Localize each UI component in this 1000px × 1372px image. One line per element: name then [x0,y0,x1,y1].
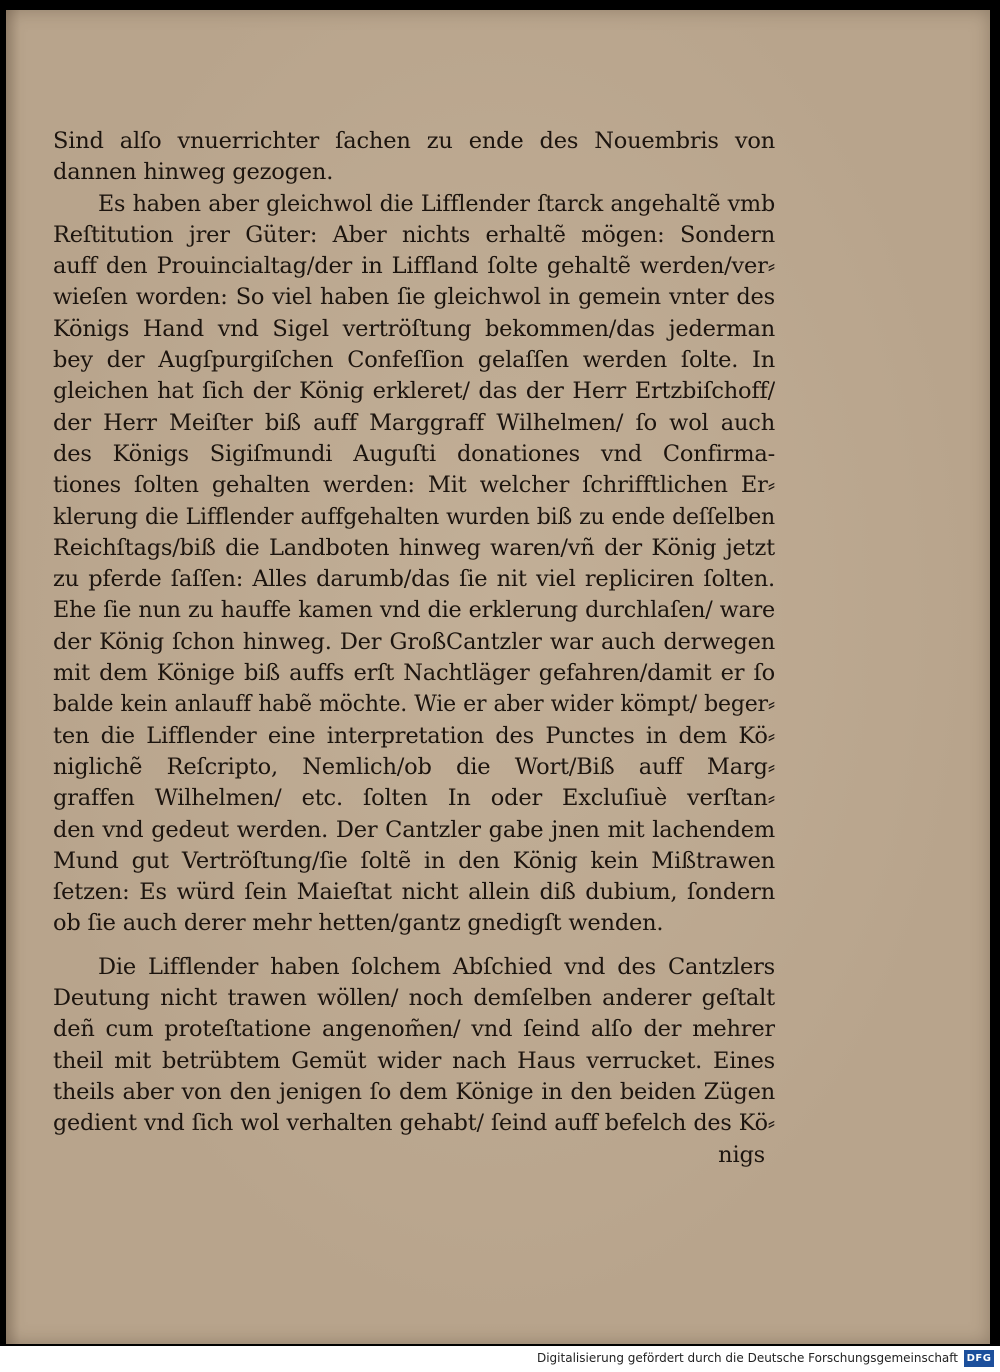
text-line: Sind alſo vnuerrichter ſachen zu ende des Nouembris von [53,128,775,154]
text-line: balde kein anlauff habẽ möchte. Wie er aber wider kömpt/ beger⸗ [53,692,775,718]
digitization-credit: Digitalisierung gefördert durch die Deutsche Forschungsgemeinschaft [536,1351,958,1365]
text-line: tiones ſolten gehalten werden: Mit welcher ſchrifftlichen Er⸗ [53,472,775,499]
footer-bar [0,1346,1000,1372]
text-line: zu pferde ſaſſen: Alles darumb/das ſie nit viel repliciren ſolten. [53,566,775,593]
text-line: deñ cum proteſtatione angenom̃en/ vnd ſeind alſo der mehrer [53,1016,775,1043]
text-line: der Herr Meiſter biß auff Marggraff Wilhelmen/ ſo wol auch [53,409,775,436]
text-line: gedient vnd ſich wol verhalten gehabt/ ſeind auff befelch des Kö⸗ [53,1110,775,1137]
text-line: Es haben aber gleichwol die Lifflender ſtarck angehaltẽ vmb [98,190,775,217]
text-line: ob ſie auch derer mehr hetten/gantz gnedigſt wenden. [53,910,664,937]
text-line: Mund gut Vertröſtung/ſie ſoltẽ in den König kein Mißtrawen [53,847,775,874]
catchword: nigs [718,1141,765,1168]
text-line: Die Lifflender haben ſolchem Abſchied vnd des Cantzlers [98,953,775,980]
page-text-block [53,126,775,1171]
paragraph-1 [53,126,775,189]
text-line: Deutung nicht trawen wöllen/ noch demſelben anderer geſtalt [53,985,775,1012]
text-line: ſetzen: Es würd ſein Maieſtat nicht allein diß dubium, ſondern [53,879,775,906]
text-line: klerung die Lifflender auffgehalten wurden biß zu ende deſſelben [53,504,775,530]
text-line: des Königs Sigiſmundi Auguſti donationes vnd Confirma- [53,440,775,467]
text-line: bey der Augſpurgiſchen Confeſſion gelaſſen werden ſolte. In [53,347,775,374]
text-line: Reſtitution jrer Güter: Aber nichts erhaltẽ mögen: Sondern [53,221,775,248]
text-line: gleichen hat ſich der König erkleret/ das der Herr Ertzbiſchoff/ [53,378,775,405]
text-line: auff den Prouincialtag/der in Liffland ſolte gehaltẽ werden/ver⸗ [53,253,775,280]
text-line: theil mit betrübtem Gemüt wider nach Haus verrucket. Eines [53,1047,775,1074]
text-line: den vnd gedeut werden. Der Cantzler gabe jnen mit lachendem [53,816,775,843]
text-line: theils aber von den jenigen ſo dem Könige in den beiden Zügen [53,1078,775,1105]
text-line: wieſen worden: So viel haben ſie gleichwol in gemein vnter des [53,284,775,311]
paragraph-3 [53,952,775,1140]
paragraph-2-body [53,189,775,940]
text-line: Reichſtags/biß die Landboten hinweg waren/vñ der König jetzt [53,534,775,561]
text-line: ten die Lifflender eine interpretation des Punctes in dem Kö⸗ [53,722,775,749]
dfg-logo: DFG [964,1350,994,1367]
text-line: dannen hinweg gezogen. [53,159,334,186]
text-line: Königs Hand vnd Sigel vertröſtung bekommen/das jederman [53,315,775,342]
text-line: mit dem Könige biß auffs erſt Nachtläger gefahren/damit er ſo [53,660,775,687]
text-line: der König ſchon hinweg. Der GroßCantzler war auch derwegen [53,628,775,655]
text-line: niglichẽ Reſcripto, Nemlich/ob die Wort/Biß auff Marg⸗ [53,753,775,780]
text-line: graffen Wilhelmen/ etc. ſolten In oder Excluſiuè verſtan⸗ [53,785,775,812]
book-page [6,10,990,1344]
text-line: Ehe ſie nun zu hauffe kamen vnd die erklerung durchlaſen/ ware [53,597,775,624]
